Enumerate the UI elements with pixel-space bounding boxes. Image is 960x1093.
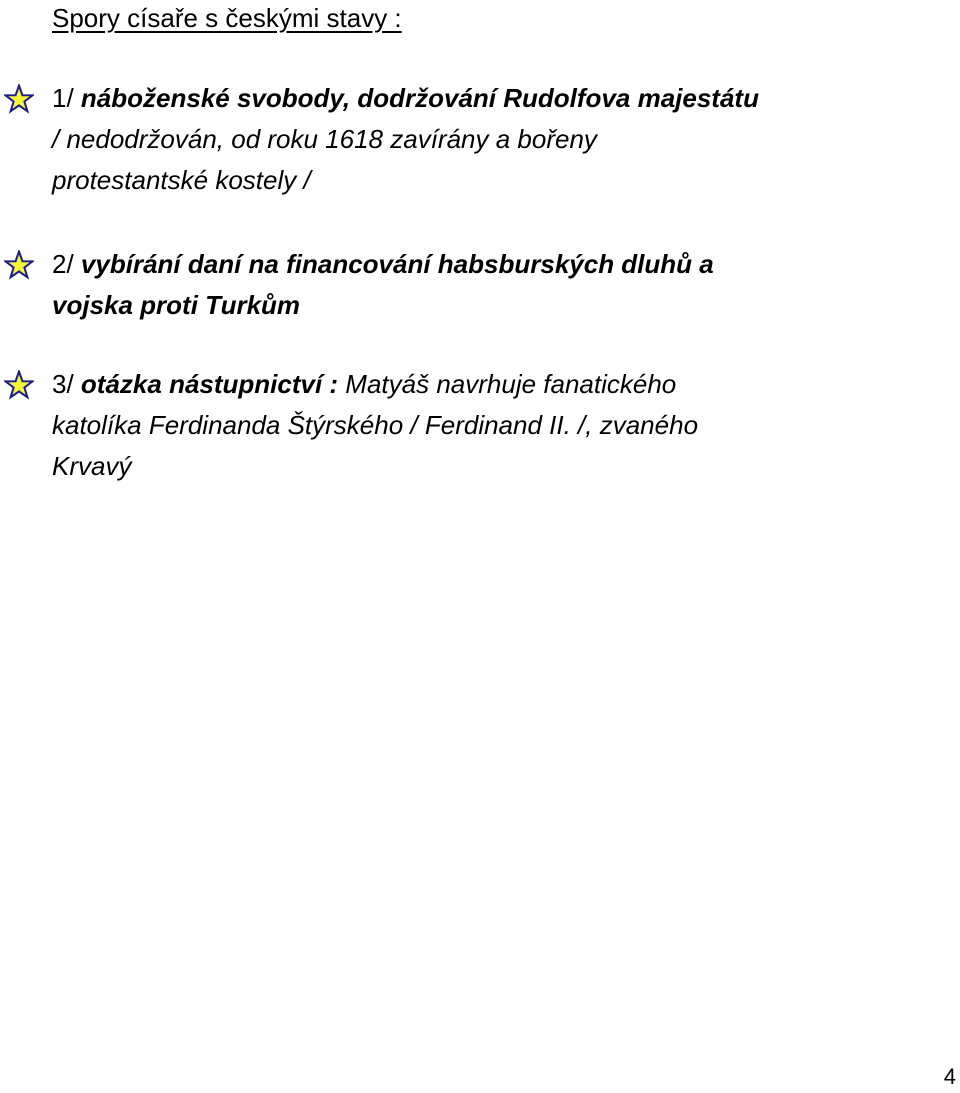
list-item-text: [52, 364, 932, 487]
page-title: Spory císaře s českými stavy :: [52, 3, 402, 33]
item-line: katolíka Ferdinanda Štýrského / Ferdinand II. /, zvaného: [52, 410, 699, 440]
item-rest: Matyáš navrhuje fanatického: [338, 369, 677, 399]
star-icon: [4, 370, 34, 400]
list-item-text: [52, 244, 932, 326]
item-line: protestantské kostely /: [52, 165, 311, 195]
item-line: vojska proti Turkům: [52, 290, 301, 320]
item-number: 2/: [52, 249, 74, 279]
item-heading: otázka nástupnictví :: [80, 369, 339, 399]
star-icon: [4, 84, 34, 114]
item-heading: vybírání daní na financování habsburských dluhů a: [80, 249, 714, 279]
item-line: Krvavý: [52, 451, 132, 481]
item-heading: náboženské svobody, dodržování Rudolfova majestátu: [80, 83, 759, 113]
item-number: 3/: [52, 369, 74, 399]
star-icon: [4, 250, 34, 280]
item-line: / nedodržován, od roku 1618 zavírány a bořeny: [52, 124, 597, 154]
item-number: 1/: [52, 83, 74, 113]
page-number: 4: [943, 1064, 956, 1089]
list-item-text: [52, 78, 932, 201]
